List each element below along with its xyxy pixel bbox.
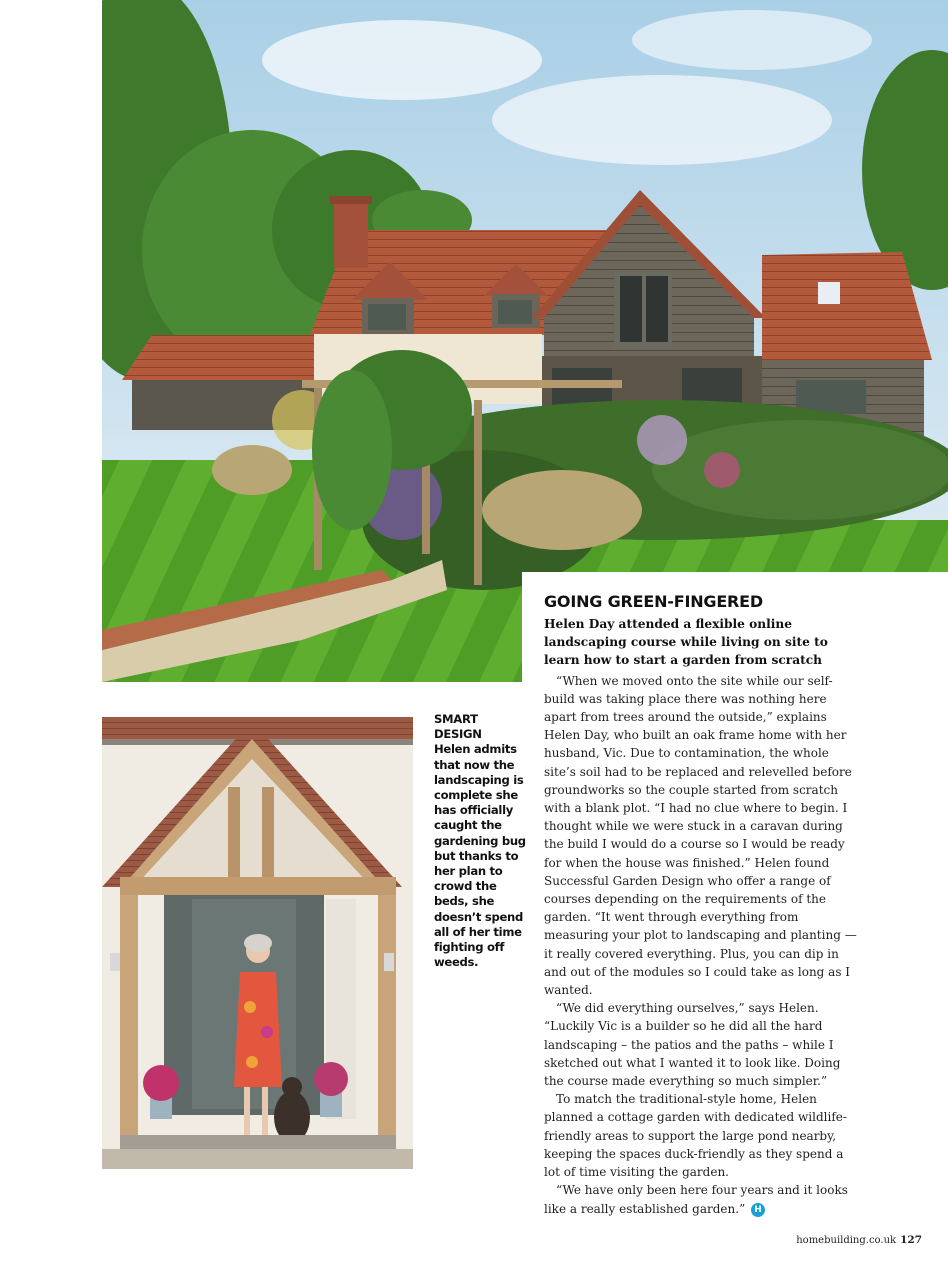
article-headline: GOING GREEN-FINGERED: [544, 592, 763, 611]
article-standfirst: Helen Day attended a flexible online landscaping course while living on site to learn how to start a garden from scratch: [544, 617, 828, 668]
article-paragraph: “When we moved onto the site while our self-build was taking place there was nothing here apart from trees around the outside,” explains Helen Day, who built an oak frame home with her husband, Vic. Due to contamination, the whole site’s soil had to be replaced and relevelled before groundworks so the couple started from scratch with a blank plot. “I had no clue where to begin. I thought while we were stuck in a caravan during the build I would do a course so I would be ready for when the house was finished.” Helen found Successful Garden Design who offer a range of courses depending on the requirements of the garden. “It went through everything from measuring your plot to landscaping and planting — it really covered everything. Plus, you can dip in and out of the modules so I could take as long as I wanted.: [544, 673, 857, 998]
caption-title: SMART DESIGN: [434, 712, 482, 742]
page-footer: [796, 1234, 922, 1246]
porch-photo: [102, 717, 413, 1169]
caption-text: Helen admits that now the landscaping is complete she has officially caught the gardening bug but thanks to her plan to crowd the beds, she doesn’t spend all of her time fighting off weeds.: [434, 742, 526, 970]
article-paragraph-last: [544, 1181, 859, 1217]
article-paragraph-text: “We have only been here four years and it looks like a really established garden.”: [544, 1183, 848, 1216]
footer-website: homebuilding.co.uk: [796, 1235, 897, 1246]
article-paragraph: “We did everything ourselves,” says Helen. “Luckily Vic is a builder so he did all the hard landscaping – the patios and the paths – while I sketched out what I wanted it to look like. Doing the course made everything so much simpler.”: [544, 1001, 841, 1089]
end-mark-icon: H: [751, 1203, 765, 1217]
article: [544, 592, 859, 1218]
photo-caption: [434, 712, 526, 970]
page-number: 127: [900, 1234, 922, 1246]
article-paragraph: To match the traditional-style home, Helen planned a cottage garden with dedicated wildlife-friendly areas to support the large pond nearby, keeping the spaces duck-friendly as they spend a lot of time visiting the garden.: [544, 1092, 847, 1180]
